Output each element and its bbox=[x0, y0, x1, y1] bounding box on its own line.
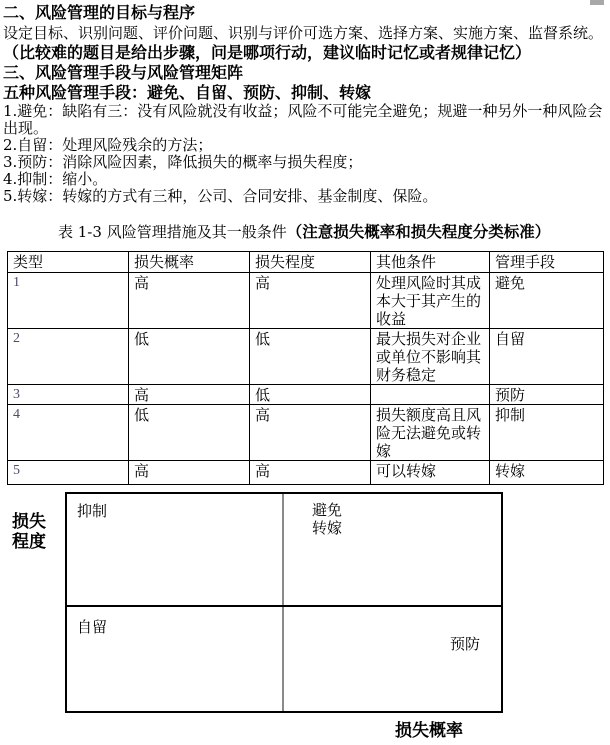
table-caption-regular: 表 1-3 风险管理措施及其一般条件 bbox=[58, 223, 287, 241]
cell-severity: 高 bbox=[250, 273, 371, 329]
col-header-probability: 损失概率 bbox=[129, 252, 250, 273]
cell-severity: 高 bbox=[250, 405, 371, 461]
table-caption bbox=[58, 220, 550, 242]
heading-section-3: 三、风险管理手段与风险管理矩阵 bbox=[3, 63, 244, 82]
list-item-avoid: 1.避免：缺陷有三：没有风险就没有收益；风险不可能完全避免；规避一种另外一种风险会出现。 bbox=[3, 102, 603, 137]
matrix-vertical-divider bbox=[282, 494, 284, 711]
cell-probability: 低 bbox=[129, 329, 250, 385]
document-body-text bbox=[3, 3, 607, 205]
table-caption-bold: （注意损失概率和损失程度分类标准） bbox=[286, 222, 551, 241]
note-exam-tip: （比较难的题目是给出步骤，问是哪项行动，建议临时记忆或者规律记忆） bbox=[3, 43, 532, 62]
risk-matrix bbox=[65, 492, 503, 713]
matrix-y-axis-label bbox=[12, 512, 46, 552]
table-header-row bbox=[8, 252, 604, 273]
y-axis-label-line2: 程度 bbox=[12, 532, 46, 552]
cell-type: 4 bbox=[8, 405, 129, 461]
col-header-severity: 损失程度 bbox=[250, 252, 371, 273]
list-item-retain: 2.自留：处理风险残余的方法； bbox=[3, 136, 213, 154]
col-header-conditions: 其他条件 bbox=[371, 252, 490, 273]
cell-type: 2 bbox=[8, 329, 129, 385]
list-item-prevent: 3.预防：消除风险因素，降低损失的概率与损失程度； bbox=[3, 153, 363, 171]
cell-severity: 低 bbox=[250, 329, 371, 385]
quadrant-top-right-label bbox=[312, 501, 342, 537]
cell-conditions: 处理风险时其成本大于其产生的收益 bbox=[371, 273, 490, 329]
cell-probability: 高 bbox=[129, 273, 250, 329]
col-header-method: 管理手段 bbox=[490, 252, 604, 273]
matrix-x-axis-label: 损失概率 bbox=[395, 721, 463, 741]
quadrant-top-right-line2: 转嫁 bbox=[312, 519, 343, 537]
cell-probability: 高 bbox=[129, 385, 250, 405]
cell-conditions bbox=[371, 385, 490, 405]
risk-measures-table bbox=[7, 251, 604, 485]
quadrant-bottom-right-label: 预防 bbox=[450, 635, 481, 653]
quadrant-bottom-left-label: 自留 bbox=[77, 618, 108, 636]
cell-probability: 高 bbox=[129, 461, 250, 485]
cell-method: 预防 bbox=[490, 385, 604, 405]
table-row bbox=[8, 461, 604, 485]
list-item-transfer: 5.转嫁：转嫁的方式有三种，公司、合同安排、基金制度、保险。 bbox=[3, 187, 438, 205]
table-row bbox=[8, 273, 604, 329]
heading-section-2: 二、风险管理的目标与程序 bbox=[3, 3, 196, 22]
y-axis-label-line1: 损失 bbox=[12, 512, 46, 532]
cell-method: 转嫁 bbox=[490, 461, 604, 485]
quadrant-top-left-label: 抑制 bbox=[77, 502, 108, 520]
cell-method: 避免 bbox=[490, 273, 604, 329]
cell-severity: 低 bbox=[250, 385, 371, 405]
table-row bbox=[8, 329, 604, 385]
cell-severity: 高 bbox=[250, 461, 371, 485]
list-item-suppress: 4.抑制：缩小。 bbox=[3, 170, 108, 188]
matrix-horizontal-divider bbox=[67, 605, 501, 607]
col-header-type: 类型 bbox=[8, 252, 129, 273]
cell-conditions: 可以转嫁 bbox=[371, 461, 490, 485]
cell-type: 5 bbox=[8, 461, 129, 485]
cell-probability: 低 bbox=[129, 405, 250, 461]
quadrant-top-right-line1: 避免 bbox=[312, 501, 343, 519]
cell-method: 抑制 bbox=[490, 405, 604, 461]
table-row bbox=[8, 405, 604, 461]
text-procedure-steps: 设定目标、识别问题、评价问题、识别与评价可选方案、选择方案、实施方案、监督系统。 bbox=[3, 24, 604, 42]
cell-conditions: 损失额度高且风险无法避免或转嫁 bbox=[371, 405, 490, 461]
cell-type: 1 bbox=[8, 273, 129, 329]
heading-five-methods: 五种风险管理手段：避免、自留、预防、抑制、转嫁 bbox=[3, 83, 372, 102]
cell-method: 自留 bbox=[490, 329, 604, 385]
table-row bbox=[8, 385, 604, 405]
cell-conditions: 最大损失对企业或单位不影响其财务稳定 bbox=[371, 329, 490, 385]
cell-type: 3 bbox=[8, 385, 129, 405]
